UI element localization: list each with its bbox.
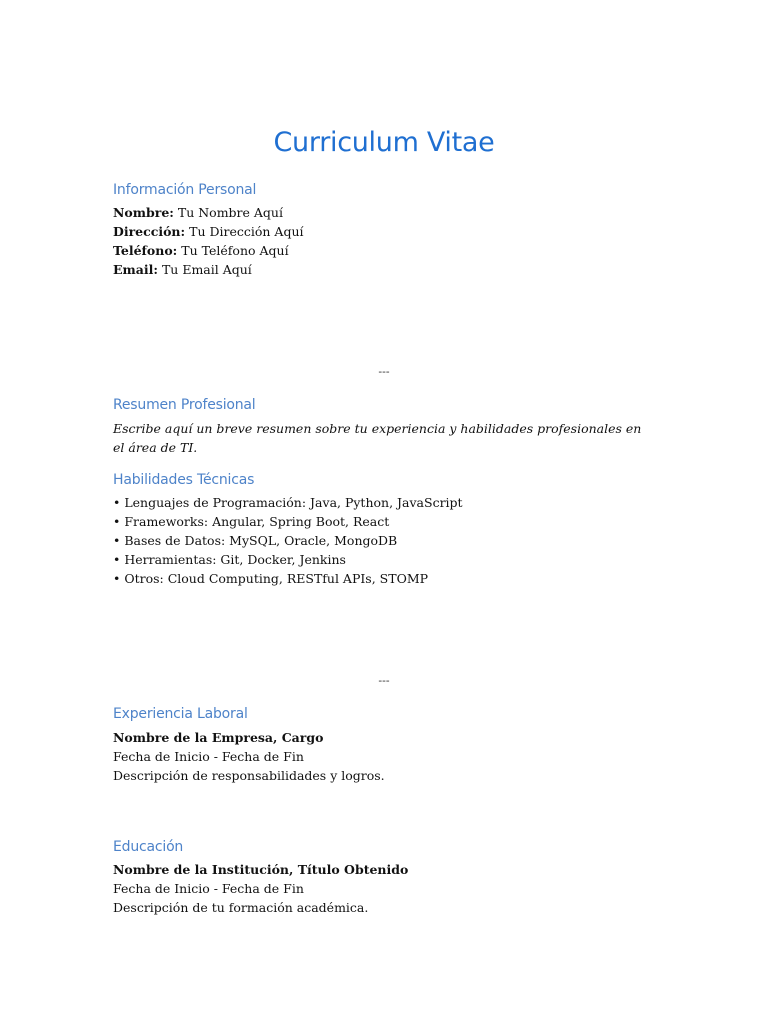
section-heading-personal-info: Información Personal xyxy=(113,182,257,198)
section-divider: --- xyxy=(378,674,390,687)
section-heading-education: Educación xyxy=(113,839,184,855)
education-description: Descripción de tu formación académica. xyxy=(113,900,369,915)
experience-description: Descripción de responsabilidades y logros. xyxy=(113,768,385,783)
skill-item: • Lenguajes de Programación: Java, Python, JavaScript xyxy=(113,495,463,510)
education-title-text: Nombre de la Institución, Título Obtenido xyxy=(113,862,409,877)
section-divider: --- xyxy=(378,365,390,378)
field-label: Nombre: xyxy=(113,205,174,220)
personal-info-address xyxy=(113,222,304,241)
field-value: Tu Nombre Aquí xyxy=(177,205,283,220)
skill-item: • Herramientas: Git, Docker, Jenkins xyxy=(113,552,346,567)
summary-text: Escribe aquí un breve resumen sobre tu experiencia y habilidades profesionales en el área de TI. xyxy=(113,421,642,455)
personal-info-phone xyxy=(113,241,289,260)
field-value: Tu Email Aquí xyxy=(161,262,252,277)
section-heading-summary: Resumen Profesional xyxy=(113,397,256,413)
skill-item: • Otros: Cloud Computing, RESTful APIs, STOMP xyxy=(113,571,429,586)
skill-item: • Frameworks: Angular, Spring Boot, React xyxy=(113,514,390,529)
field-value: Tu Dirección Aquí xyxy=(189,224,304,239)
section-heading-experience: Experiencia Laboral xyxy=(113,706,248,722)
personal-info-email xyxy=(113,260,252,279)
field-label: Email: xyxy=(113,262,158,277)
document-title: Curriculum Vitae xyxy=(273,127,495,158)
experience-entry-title xyxy=(113,728,323,747)
experience-dates: Fecha de Inicio - Fecha de Fin xyxy=(113,749,304,764)
education-dates: Fecha de Inicio - Fecha de Fin xyxy=(113,881,304,896)
skill-item: • Bases de Datos: MySQL, Oracle, MongoDB xyxy=(113,533,398,548)
field-value: Tu Teléfono Aquí xyxy=(181,243,289,258)
document-page xyxy=(113,0,658,1024)
field-label: Teléfono: xyxy=(113,243,178,258)
personal-info-name xyxy=(113,203,283,222)
field-label: Dirección: xyxy=(113,224,186,239)
education-entry-title xyxy=(113,860,408,879)
experience-title-text: Nombre de la Empresa, Cargo xyxy=(113,730,324,745)
section-heading-skills: Habilidades Técnicas xyxy=(113,472,255,488)
